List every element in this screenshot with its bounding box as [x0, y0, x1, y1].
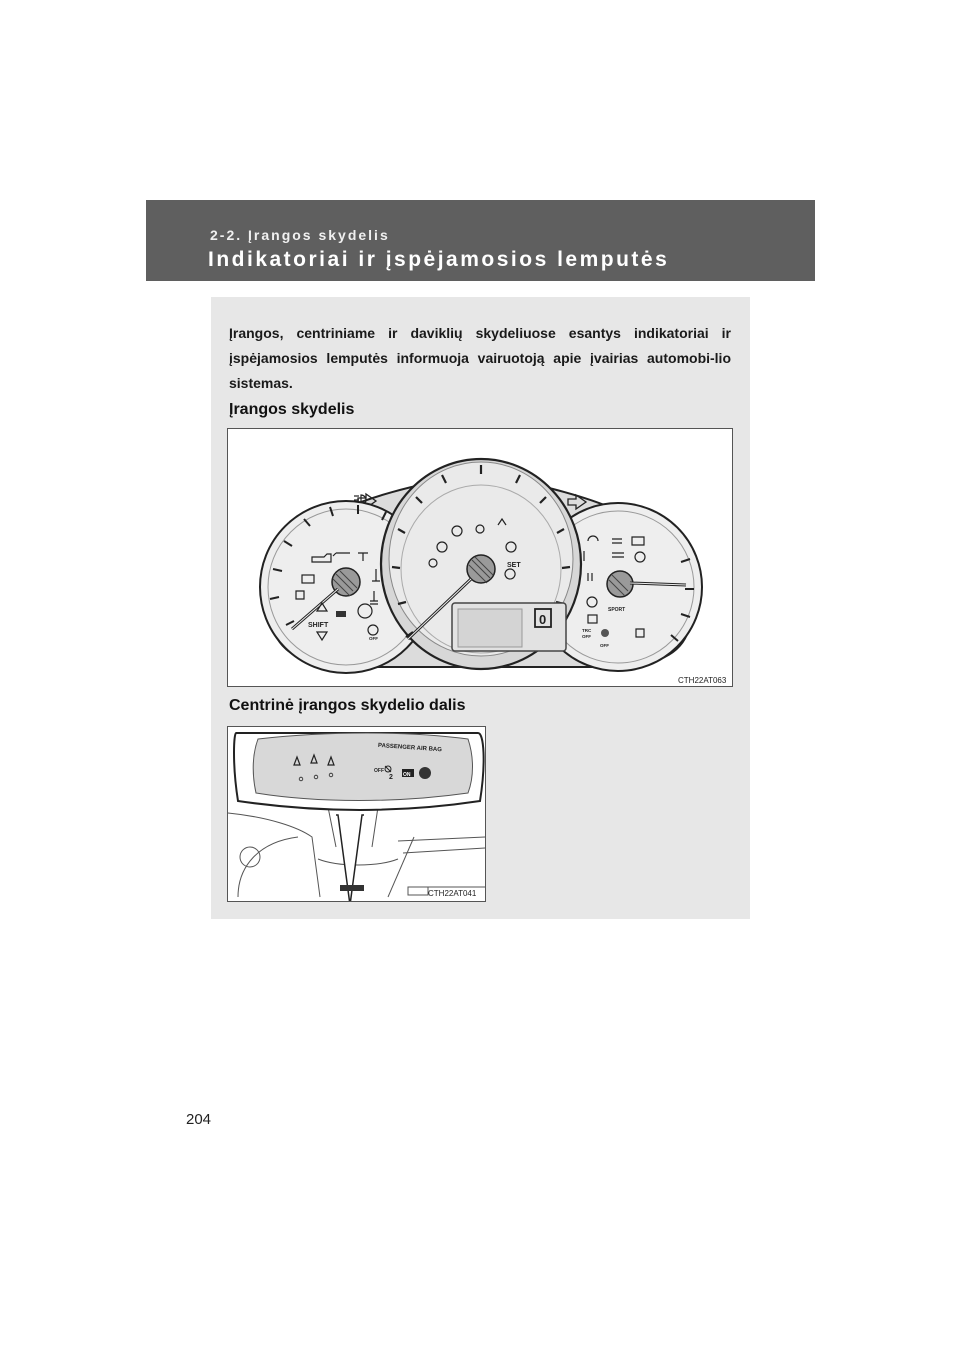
figure-code: CTH22AT063: [678, 676, 727, 685]
instrument-cluster-figure: [227, 428, 733, 687]
airbag-off-label: OFF: [374, 768, 384, 774]
vsc-off-label: OFF: [600, 643, 609, 648]
eco-icon: [336, 611, 346, 617]
stop-start-off-label: OFF: [369, 636, 378, 641]
heading-instrument-panel: Įrangos skydelis: [229, 401, 355, 418]
page-title: Indikatoriai ir įspėjamosios lemputės: [208, 248, 670, 271]
airbag-on-label: ON: [403, 772, 411, 778]
set-label: SET: [507, 562, 521, 569]
section-label: 2-2. Įrangos skydelis: [210, 227, 390, 243]
shift-label: SHIFT: [308, 622, 329, 629]
heading-center-panel: Centrinė įrangos skydelio dalis: [229, 697, 466, 714]
intro-paragraph: Įrangos, centriniame ir daviklių skydeliuose esantys indikatoriai ir įspėjamosios lemputės informuoja vairuotoją apie įvairias automobi-lio sistemas.: [229, 325, 731, 391]
seat-number: 2: [389, 774, 393, 781]
sport-label: SPORT: [608, 607, 626, 613]
odometer-digit: 0: [539, 612, 547, 627]
trc-label: TRC: [582, 628, 592, 633]
center-panel-illustration: [228, 727, 485, 901]
page-number: 204: [186, 1111, 212, 1128]
content-box: [211, 297, 750, 919]
vsc-icon: [601, 629, 609, 637]
section-header: [146, 200, 815, 281]
center-panel-figure: [227, 726, 486, 902]
instrument-cluster-illustration: [228, 429, 732, 686]
trc-off-label: OFF: [582, 634, 591, 639]
passenger-airbag-label: PASSENGER AIR BAG: [377, 742, 443, 754]
figure-code-2: CTH22AT041: [428, 889, 477, 898]
airbag-on-icon: [419, 767, 431, 779]
